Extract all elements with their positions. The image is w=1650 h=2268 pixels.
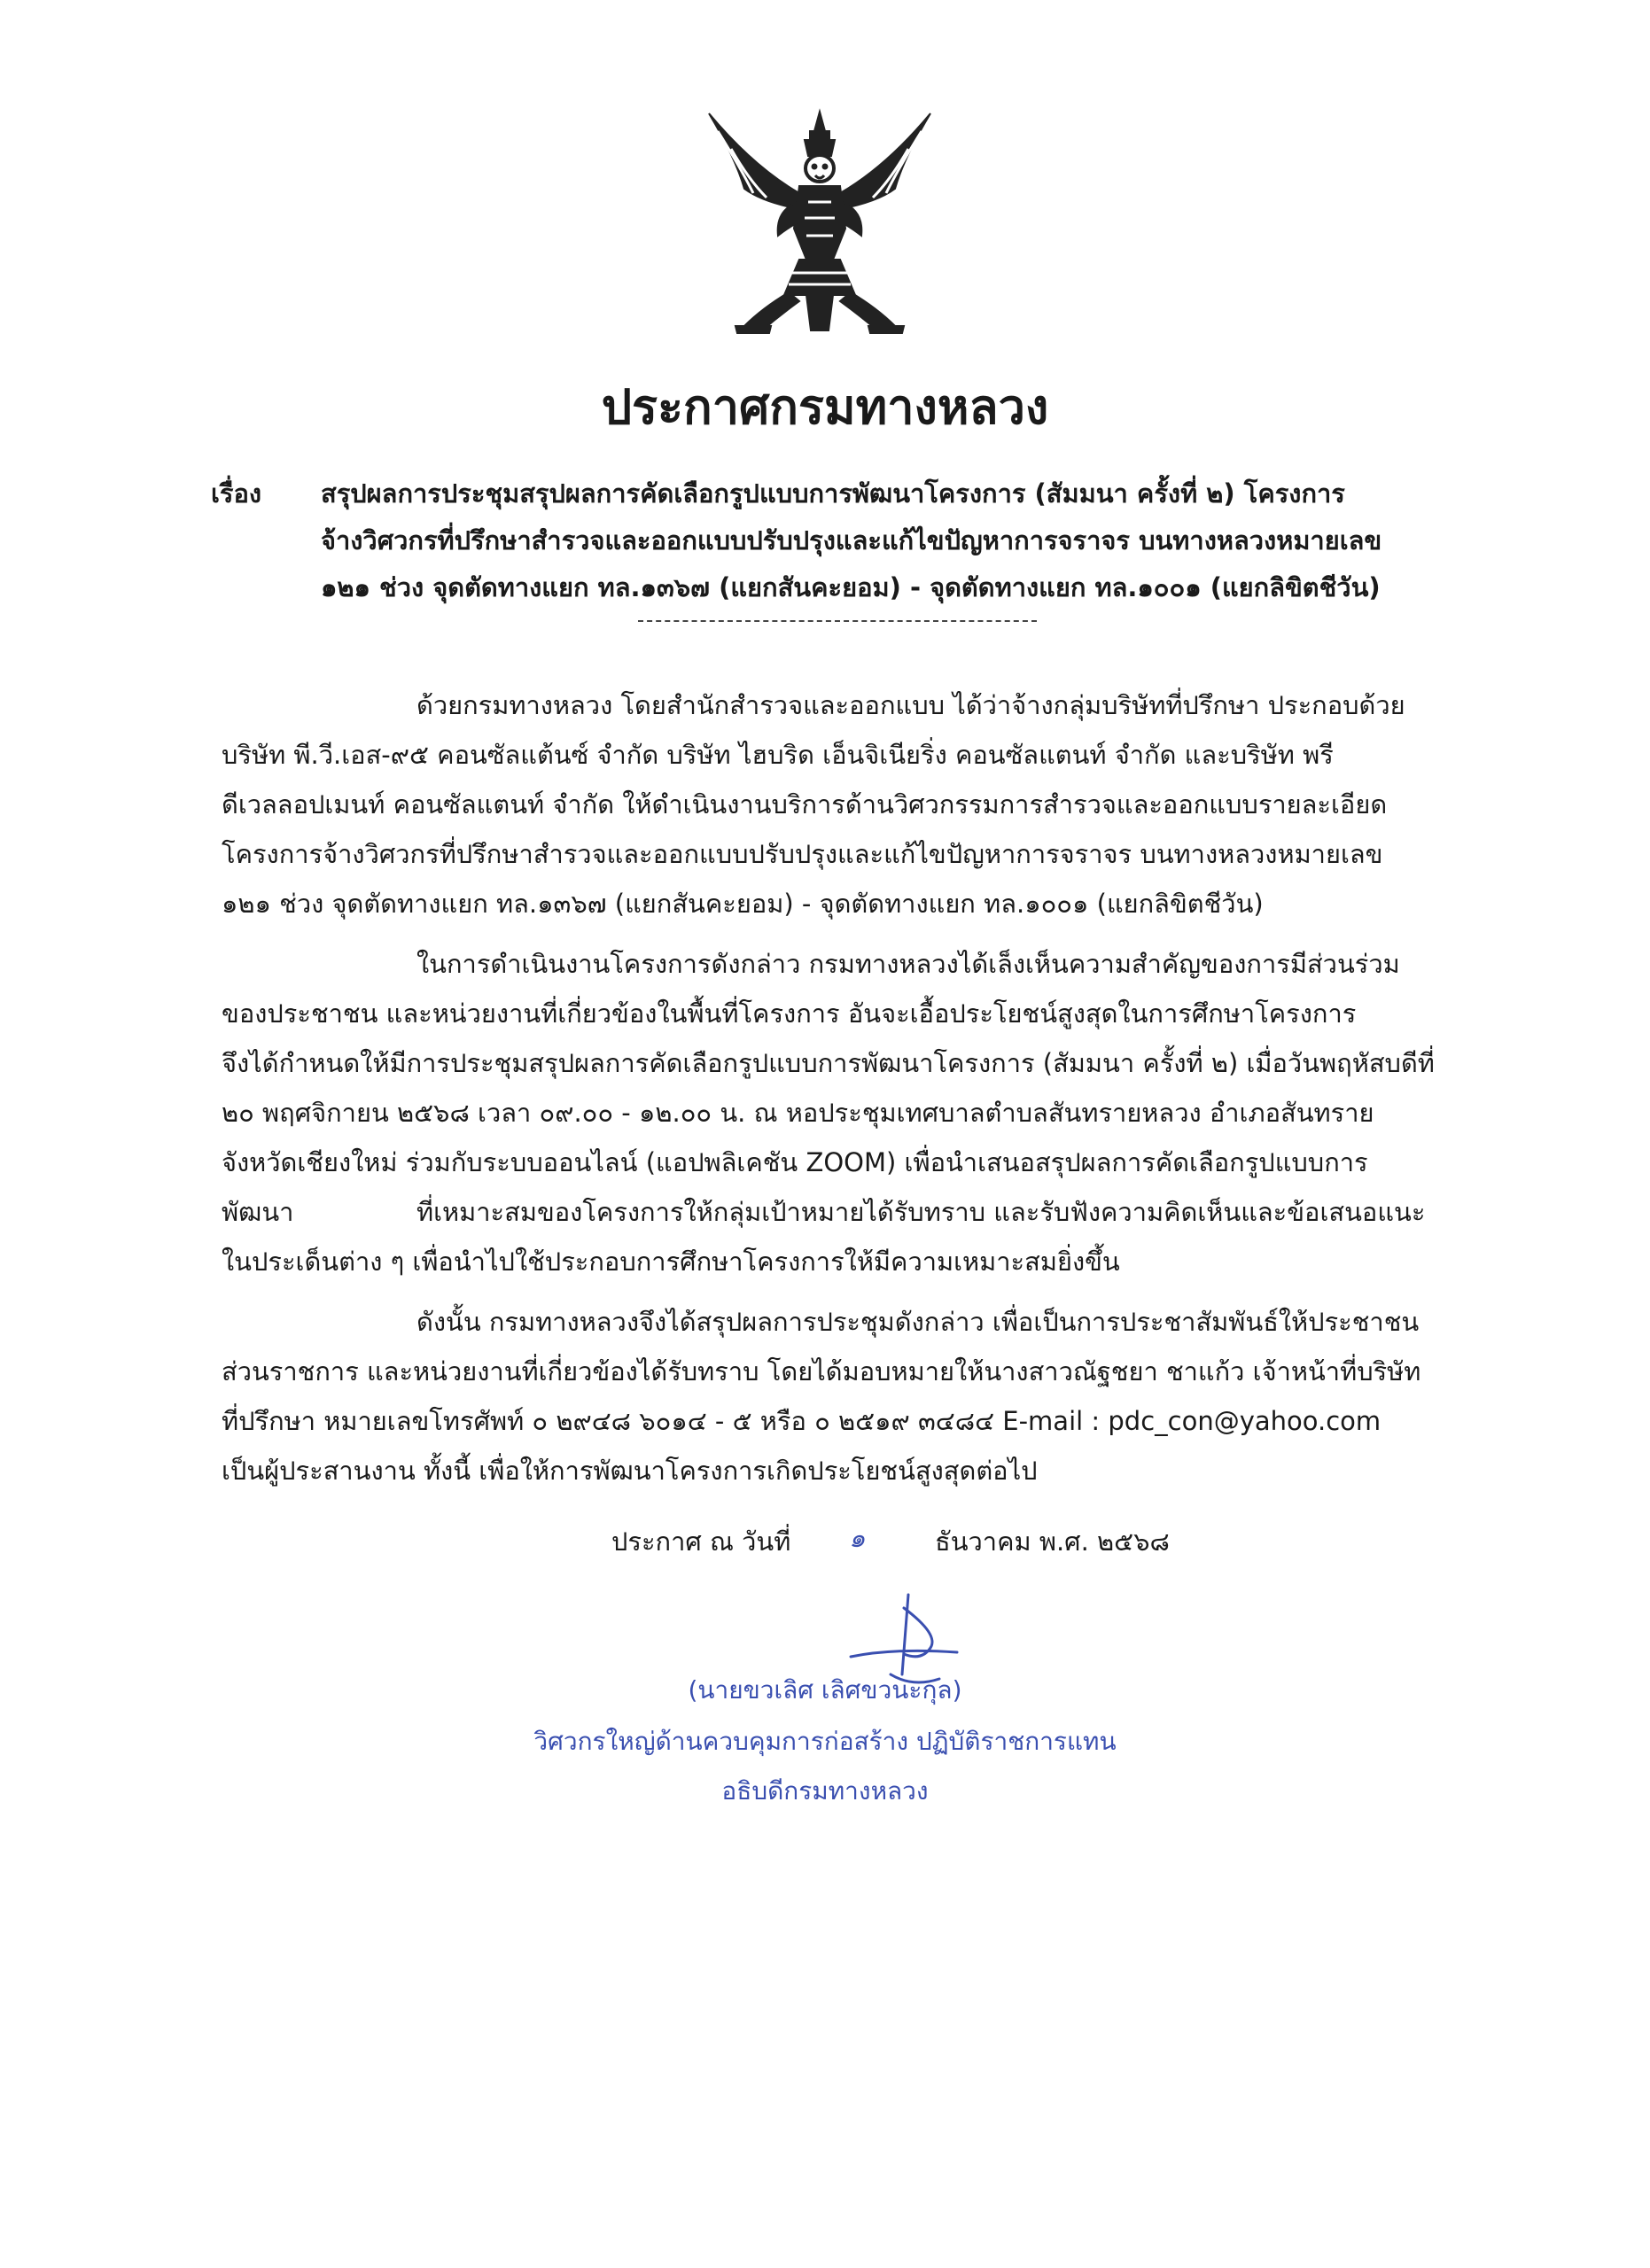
body-line: ในการดำเนินงานโครงการดังกล่าว กรมทางหลวงได้เล็งเห็นความสำคัญของการมีส่วนร่วม — [416, 949, 1400, 979]
signatory-org: อธิบดีกรมทางหลวง — [721, 1776, 929, 1806]
body-line: จึงได้กำหนดให้มีการประชุมสรุปผลการคัดเลือกรูปแบบการพัฒนาโครงการ (สัมมนา ครั้งที่ ๒) เมื่อวันพฤหัสบดีที่ — [222, 1048, 1435, 1078]
announce-day: ๑ — [849, 1523, 866, 1553]
body-line: ที่ปรึกษา หมายเลขโทรศัพท์ ๐ ๒๙๔๘ ๖๐๑๔ - ๕ หรือ ๐ ๒๕๑๙ ๓๔๘๔ E-mail : pdc_con@yahoo.com — [222, 1406, 1381, 1436]
body-line: ดีเวลลอปเมนท์ คอนซัลแตนท์ จำกัด ให้ดำเนินงานบริการด้านวิศวกรรมการสำรวจและออกแบบรายละเอียด — [222, 789, 1388, 819]
body-line: ๑๒๑ ช่วง จุดตัดทางแยก ทล.๑๓๖๗ (แยกสันคะยอม) - จุดตัดทางแยก ทล.๑๐๐๑ (แยกลิขิตชีวัน) — [222, 889, 1264, 919]
announce-prefix: ประกาศ ณ วันที่ — [611, 1526, 791, 1557]
body-line: ดังนั้น กรมทางหลวงจึงได้สรุปผลการประชุมดังกล่าว เพื่อเป็นการประชาสัมพันธ์ให้ประชาชน — [416, 1307, 1420, 1337]
garuda-emblem-icon — [700, 105, 939, 339]
signatory-position: วิศวกรใหญ่ด้านควบคุมการก่อสร้าง ปฏิบัติราชการแทน — [533, 1727, 1117, 1756]
signatory-name: (นายขวเลิศ เลิศขวนะกุล) — [688, 1675, 962, 1705]
body-line: ในประเด็นต่าง ๆ เพื่อนำไปใช้ประกอบการศึกษาโครงการให้มีความเหมาะสมยิ่งขึ้น — [222, 1247, 1120, 1277]
body-line: ๒๐ พฤศจิกายน ๒๕๖๘ เวลา ๐๙.๐๐ - ๑๒.๐๐ น. ณ หอประชุมเทศบาลตำบลสันทรายหลวง อำเภอสันทราย — [222, 1098, 1374, 1128]
body-line: เป็นผู้ประสานงาน ทั้งนี้ เพื่อให้การพัฒนาโครงการเกิดประโยชน์สูงสุดต่อไป — [222, 1456, 1038, 1486]
body-line: บริษัท พี.วี.เอส-๙๕ คอนซัลแต้นซ์ จำกัด บริษัท ไฮบริด เอ็นจิเนียริ่ง คอนซัลแตนท์ จำกัด และบริษัท พรี — [222, 740, 1334, 770]
body-line: ส่วนราชการ และหน่วยงานที่เกี่ยวข้องได้รับทราบ โดยได้มอบหมายให้นางสาวณัฐชยา ชาแก้ว เจ้าหน้าที่บริษัท — [222, 1356, 1421, 1386]
subject-line: จ้างวิศวกรที่ปรึกษาสำรวจและออกแบบปรับปรุงและแก้ไขปัญหาการจราจร บนทางหลวงหมายเลข — [321, 525, 1382, 555]
page-title: ประกาศกรมทางหลวง — [601, 379, 1049, 435]
body-line: โครงการจ้างวิศวกรที่ปรึกษาสำรวจและออกแบบปรับปรุงและแก้ไขปัญหาการจราจร บนทางหลวงหมายเลข — [222, 839, 1383, 869]
body-line-prefix: พัฒนา — [222, 1197, 294, 1227]
announce-month-year: ธันวาคม พ.ศ. ๒๕๖๘ — [935, 1526, 1170, 1557]
body-line: ของประชาชน และหน่วยงานที่เกี่ยวข้องในพื้นที่โครงการ อันจะเอื้อประโยชน์สูงสุดในการศึกษาโครงการ — [222, 998, 1357, 1029]
subject-label: เรื่อง — [211, 478, 262, 509]
body-line: ด้วยกรมทางหลวง โดยสำนักสำรวจและออกแบบ ได้ว่าจ้างกลุ่มบริษัทที่ปรึกษา ประกอบด้วย — [416, 690, 1405, 720]
subject-line: สรุปผลการประชุมสรุปผลการคัดเลือกรูปแบบการพัฒนาโครงการ (สัมมนา ครั้งที่ ๒) โครงการ — [321, 478, 1345, 509]
body-line: ที่เหมาะสมของโครงการให้กลุ่มเป้าหมายได้รับทราบ และรับฟังความคิดเห็นและข้อเสนอแนะ — [416, 1197, 1426, 1227]
body-line: จังหวัดเชียงใหม่ ร่วมกับระบบออนไลน์ (แอปพลิเคชัน ZOOM) เพื่อนำเสนอสรุปผลการคัดเลือกรูปแบบการ — [222, 1147, 1368, 1177]
subject-line: ๑๒๑ ช่วง จุดตัดทางแยก ทล.๑๓๖๗ (แยกสันคะยอม) - จุดตัดทางแยก ทล.๑๐๐๑ (แยกลิขิตชีวัน) — [321, 572, 1381, 602]
divider — [638, 620, 1037, 622]
